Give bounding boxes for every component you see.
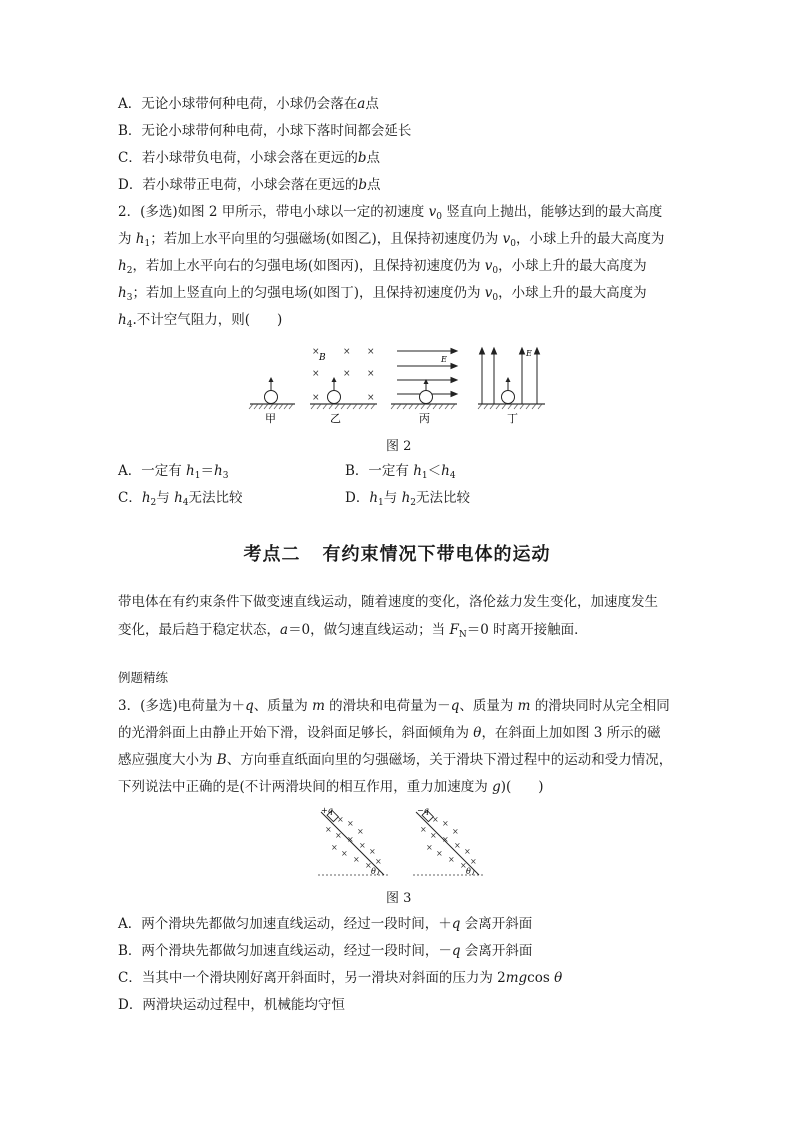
q2-option-a: A．一定有 $h_1=h_3$ [118, 463, 229, 481]
svg-text:×: × [367, 347, 375, 357]
svg-text:×: × [436, 849, 443, 858]
svg-text:×: × [464, 847, 471, 856]
figure-2-panel-bing [391, 349, 457, 426]
svg-text:×: × [375, 857, 382, 866]
figure-2-label-bing: 丙 [419, 412, 430, 425]
figure-2-field-e-bing: E [441, 355, 447, 364]
svg-text:×: × [312, 393, 320, 403]
svg-text:×: × [420, 825, 427, 834]
svg-text:×: × [357, 827, 364, 836]
figure-2-caption: 图 2 [386, 439, 412, 454]
figure-2-label-ding: 丁 [507, 412, 518, 425]
svg-text:×: × [343, 347, 351, 357]
svg-text:×: × [367, 369, 375, 379]
q1-option-d: D．若小球带正电荷，小球会落在更远的b点 [118, 177, 381, 193]
figure-2-diagram [245, 342, 550, 430]
q2-stem-line-3: $h_2$，若加上水平向右的匀强电场(如图丙)，且保持初速度仍为 $v_0$，小球上升的最大高度为 [118, 258, 647, 276]
q3-stem-line-2: 的光滑斜面上由静止开始下滑，设斜面足够长，斜面倾角为 θ，在斜面上加如图 3 所示的磁 [118, 725, 661, 741]
figure-2-field-b: B [319, 353, 326, 363]
svg-text:×: × [460, 861, 467, 870]
figure-2-panel-yi [310, 347, 377, 425]
svg-text:×: × [442, 819, 449, 828]
svg-text:×: × [312, 347, 320, 357]
svg-text:×: × [312, 369, 320, 379]
figure-2-panel-jia [249, 377, 295, 425]
svg-text:×: × [331, 843, 338, 852]
figure-3-incline-positive [318, 806, 388, 876]
q2-stem-line-5: $h_4$.不计空气阻力，则( ) [118, 312, 283, 330]
q2-stem-line-2: 为 $h_1$；若加上水平向里的匀强磁场(如图乙)，且保持初速度仍为 $v_0$，小球上升的最大高度为 [118, 231, 665, 249]
svg-text:×: × [452, 827, 459, 836]
q3-option-d: D．两滑块运动过程中，机械能均守恒 [118, 997, 345, 1013]
figure-2-field-e-ding: E [526, 349, 532, 358]
q3-stem-line-1: 3．(多选)电荷量为＋q、质量为 m 的滑块和电荷量为－q、质量为 m 的滑块同时从完全相同 [118, 698, 670, 714]
figure-3-diagram [313, 804, 493, 880]
figure-2-label-jia: 甲 [265, 412, 276, 425]
figure-3-label-positive: +q [321, 806, 333, 815]
svg-text:×: × [432, 815, 439, 824]
q2-option-b: B．一定有 $h_1<h_4$ [345, 463, 456, 481]
svg-text:×: × [426, 843, 433, 852]
svg-text:×: × [442, 835, 449, 844]
section-heading: 考点二 有约束情况下带电体的运动 [243, 544, 551, 565]
q3-stem-line-4: 下列说法中正确的是(不计两滑块间的相互作用，重力加速度为 g)( ) [118, 779, 544, 795]
svg-text:×: × [369, 847, 376, 856]
q3-option-a: A．两个滑块先都做匀加速直线运动，经过一段时间，＋q 会离开斜面 [118, 916, 533, 932]
svg-text:×: × [325, 825, 332, 834]
q1-option-c: C．若小球带负电荷，小球会落在更远的b点 [118, 150, 380, 166]
figure-3-incline-negative [413, 806, 483, 876]
q1-option-b: B．无论小球带何种电荷，小球下落时间都会延长 [118, 123, 412, 139]
section-intro-line-1: 带电体在有约束条件下做变速直线运动，随着速度的变化，洛伦兹力发生变化，加速度发生 [118, 594, 658, 610]
q2-option-c: C．$h_2$与 $h_4$无法比较 [118, 490, 243, 508]
svg-text:×: × [359, 841, 366, 850]
q1-option-a: A．无论小球带何种电荷，小球仍会落在a点 [118, 96, 379, 112]
svg-text:×: × [335, 831, 342, 840]
svg-text:×: × [470, 857, 477, 866]
figure-3-caption: 图 3 [386, 891, 412, 906]
svg-text:×: × [347, 819, 354, 828]
q3-stem-line-3: 感应强度大小为 B、方向垂直纸面向里的匀强磁场，关于滑块下滑过程中的运动和受力情况， [118, 752, 673, 768]
svg-text:×: × [341, 849, 348, 858]
example-label: 例题精练 [118, 670, 169, 685]
section-intro-line-2: 变化，最后趋于稳定状态，a＝0，做匀速直线运动；当 $F_N=0$ 时离开接触面． [118, 622, 588, 640]
q2-stem-line-1: 2．(多选)如图 2 甲所示，带电小球以一定的初速度 $v_0$ 竖直向上抛出，能够达到的最大高度 [118, 204, 663, 222]
svg-text:×: × [337, 815, 344, 824]
svg-text:×: × [343, 369, 351, 379]
q3-option-c: C．当其中一个滑块刚好离开斜面时，另一滑块对斜面的压力为 2mgcos θ [118, 970, 563, 986]
svg-text:×: × [347, 835, 354, 844]
svg-text:×: × [448, 855, 455, 864]
figure-2-label-yi: 乙 [330, 412, 341, 425]
q2-stem-line-4: $h_3$；若加上竖直向上的匀强电场(如图丁)，且保持初速度仍为 $v_0$，小球上升的最大高度为 [118, 285, 647, 303]
figure-3-label-negative: −q [417, 806, 429, 815]
figure-3-theta-positive: θ [371, 867, 376, 876]
figure-2-panel-ding [478, 348, 545, 425]
figure-3-theta-negative: θ [466, 867, 471, 876]
svg-text:×: × [353, 855, 360, 864]
svg-text:×: × [454, 841, 461, 850]
svg-text:×: × [365, 861, 372, 870]
svg-text:×: × [430, 831, 437, 840]
q2-option-d: D．$h_1$与 $h_2$无法比较 [345, 490, 470, 508]
q3-option-b: B．两个滑块先都做匀加速直线运动，经过一段时间，－q 会离开斜面 [118, 943, 533, 959]
svg-text:×: × [367, 393, 375, 403]
